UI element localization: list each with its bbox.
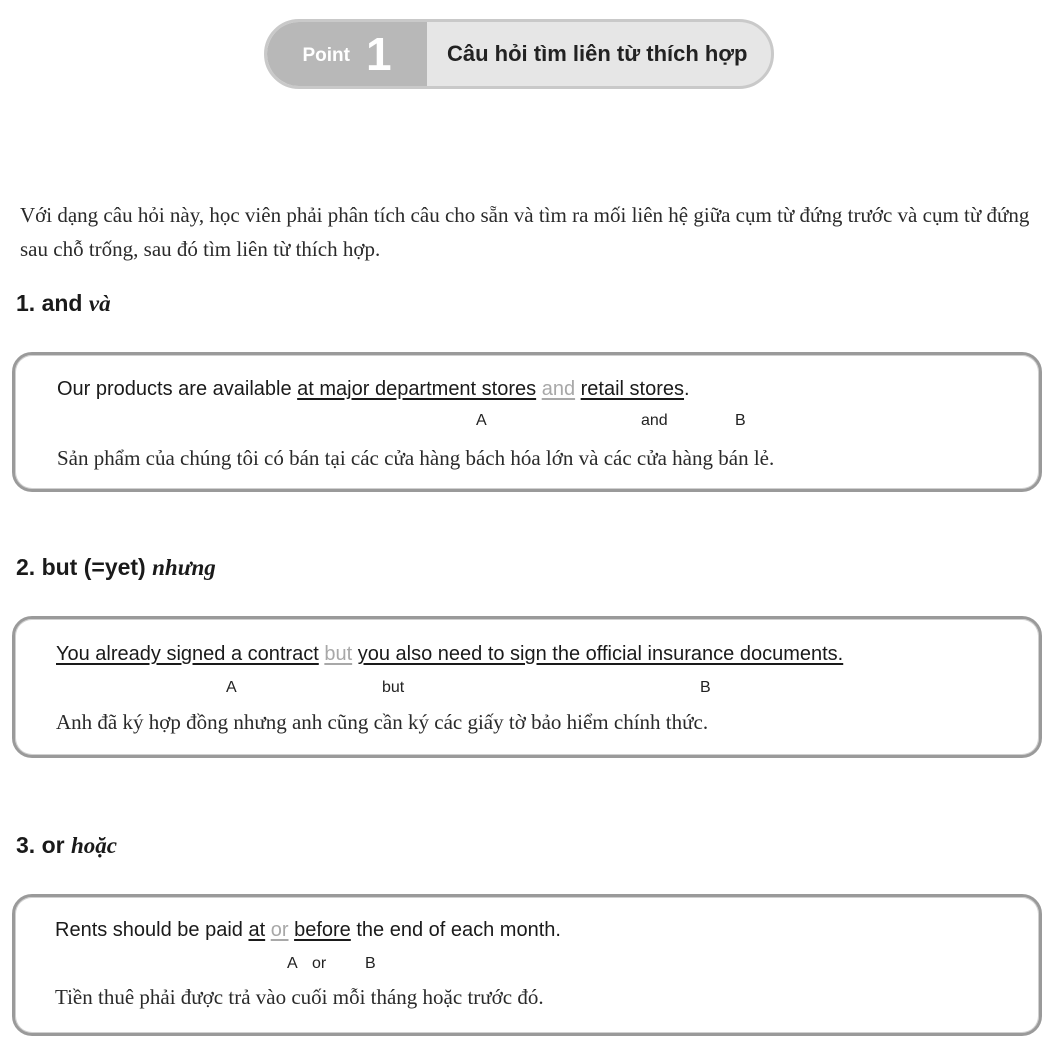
translation-or: Tiền thuê phải được trả vào cuối mỗi tháng hoặc trước đó. <box>55 985 544 1009</box>
section-number: 1. <box>16 290 36 316</box>
label-a: A <box>226 679 237 696</box>
example-box-and <box>12 352 1042 492</box>
example-box-or <box>12 894 1042 1036</box>
conjunction: or <box>270 919 289 941</box>
point-badge <box>267 22 427 86</box>
sentence-pre: Our products are available <box>57 378 298 400</box>
translation-and: Sản phẩm của chúng tôi có bán tại các cửa hàng bách hóa lớn và các cửa hàng bán lẻ. <box>57 446 775 470</box>
point-title: Câu hỏi tìm liên từ thích hợp <box>447 41 748 66</box>
example-sentence-but <box>56 643 843 666</box>
sentence-post: the end of each month. <box>350 919 561 941</box>
example-box-but <box>12 616 1042 758</box>
label-conj: or <box>312 955 327 972</box>
phrase-b: you also need to sign the official insurance documents. <box>357 643 844 665</box>
phrase-b: before <box>294 919 351 941</box>
point-number: 1 <box>365 28 392 80</box>
section-number: 2. <box>16 554 36 580</box>
label-a: A <box>476 412 487 429</box>
sentence-post: . <box>684 378 690 400</box>
section-meaning: nhưng <box>152 555 216 580</box>
example-sentence-and <box>57 378 690 401</box>
section-word: and <box>41 290 83 316</box>
point-header <box>264 19 774 89</box>
conjunction: and <box>541 378 576 400</box>
section-word: or <box>41 832 65 858</box>
section-heading-or <box>16 832 117 859</box>
point-word: Point <box>302 45 350 66</box>
phrase-a: at major department stores <box>297 378 537 400</box>
phrase-a: You already signed a contract <box>56 643 319 665</box>
conjunction: but <box>324 643 353 665</box>
phrase-b: retail stores <box>580 378 685 400</box>
section-number: 3. <box>16 832 36 858</box>
section-heading-but <box>16 554 216 581</box>
section-heading-and <box>16 290 111 317</box>
phrase-a: at <box>248 919 266 941</box>
label-conj: but <box>382 679 405 696</box>
label-b: B <box>365 955 376 972</box>
label-b: B <box>700 679 711 696</box>
translation-but: Anh đã ký hợp đồng nhưng anh cũng cần ký các giấy tờ bảo hiểm chính thức. <box>56 710 709 734</box>
label-conj: and <box>641 412 668 429</box>
sentence-pre: Rents should be paid <box>55 919 249 941</box>
example-sentence-or <box>55 919 561 942</box>
section-meaning: hoặc <box>70 833 117 858</box>
section-meaning: và <box>88 291 111 316</box>
intro-paragraph: Với dạng câu hỏi này, học viên phải phân tích câu cho sẵn và tìm ra mối liên hệ giữa cụm từ đứng trước và cụm từ đứng sau chỗ trống, sau đó tìm liên từ thích hợp. <box>20 203 1030 261</box>
label-a: A <box>287 955 298 972</box>
label-b: B <box>735 412 746 429</box>
section-word: but (=yet) <box>41 554 146 580</box>
